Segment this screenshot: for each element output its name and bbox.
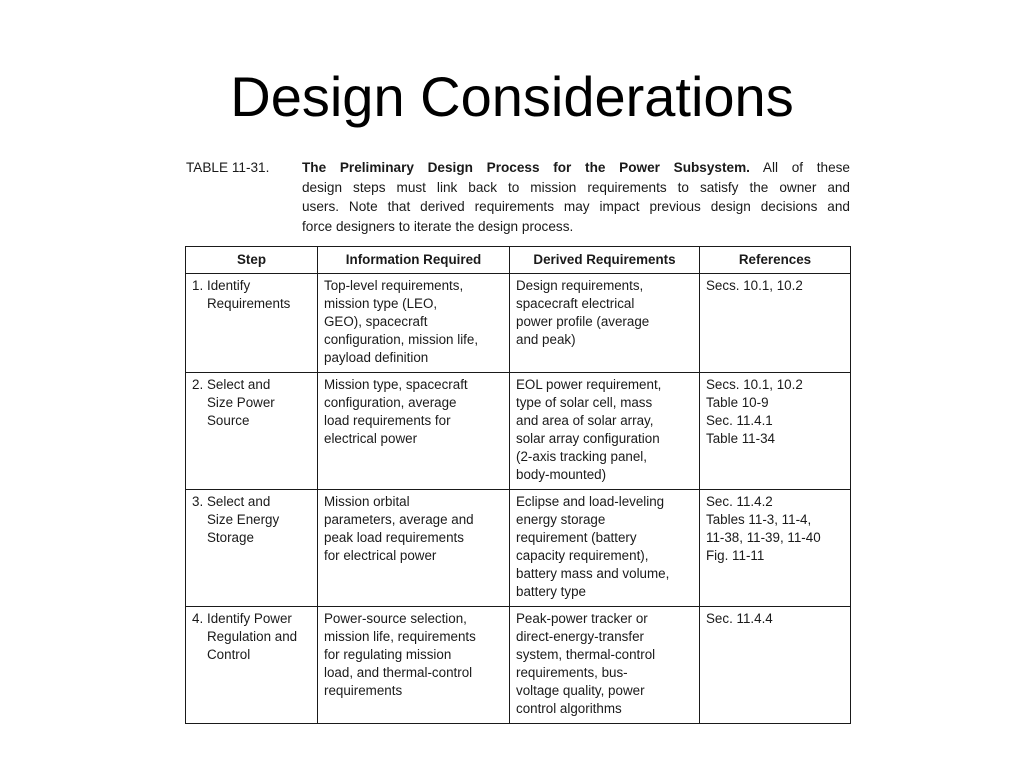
step-label-line: Select and	[207, 377, 271, 392]
information-cell-line: configuration, mission life,	[324, 332, 479, 348]
step-label-line: Control	[207, 647, 251, 663]
information-cell-line: payload definition	[324, 350, 429, 366]
references-cell-line: Table 10-9	[706, 395, 769, 411]
step-label-line: Storage	[207, 530, 254, 546]
derived-cell-line: type of solar cell, mass	[516, 395, 653, 411]
information-cell-line: mission life, requirements	[324, 629, 476, 645]
step-cell	[186, 490, 318, 607]
information-cell-line: electrical power	[324, 431, 418, 447]
references-cell-line: Sec. 11.4.4	[706, 611, 773, 626]
step-label-line: Size Energy	[207, 512, 280, 528]
table-row	[186, 274, 851, 373]
caption-line	[302, 158, 850, 178]
caption-body	[302, 158, 850, 236]
derived-cell	[510, 274, 700, 373]
information-cell-line: for electrical power	[324, 548, 437, 564]
information-cell-line: Mission type, spacecraft	[324, 377, 468, 392]
derived-cell-line: and peak)	[516, 332, 576, 348]
information-cell-line: mission type (LEO,	[324, 296, 438, 312]
step-cell	[186, 373, 318, 490]
table-row	[186, 607, 851, 724]
derived-cell-line: Eclipse and load-leveling	[516, 494, 665, 509]
table-number: TABLE 11-31.	[186, 160, 270, 175]
derived-cell-line: battery mass and volume,	[516, 566, 670, 582]
step-number: 2.	[192, 377, 204, 392]
derived-cell-line: Design requirements,	[516, 278, 644, 293]
derived-cell-line: and area of solar array,	[516, 413, 654, 429]
derived-cell-line: system, thermal-control	[516, 647, 656, 663]
step-label	[207, 610, 297, 664]
information-cell-line: configuration, average	[324, 395, 457, 411]
caption-title: The Preliminary Design Process for the Power Subsystem.	[302, 160, 750, 175]
derived-cell-line: control algorithms	[516, 701, 622, 717]
information-cell-line: load requirements for	[324, 413, 451, 429]
table-row	[186, 373, 851, 490]
column-header-information: Information Required	[318, 247, 510, 274]
references-cell	[700, 607, 851, 724]
step-label-line: Identify Power	[207, 611, 292, 626]
step-label	[207, 493, 279, 547]
information-cell-line: load, and thermal-control	[324, 665, 473, 681]
references-cell-line: Sec. 11.4.1	[706, 413, 773, 429]
step-label-line: Source	[207, 413, 250, 429]
caption-line: users. Note that derived requirements may impact previous design decisions and	[302, 199, 850, 214]
derived-cell-line: requirements, bus-	[516, 665, 628, 681]
step-cell	[186, 607, 318, 724]
references-cell-line: Fig. 11-11	[706, 548, 765, 564]
table-row	[186, 490, 851, 607]
information-cell	[318, 490, 510, 607]
derived-cell-line: (2-axis tracking panel,	[516, 449, 647, 465]
information-cell-line: requirements	[324, 683, 403, 699]
references-cell-line: Secs. 10.1, 10.2	[706, 377, 803, 392]
derived-cell-line: voltage quality, power	[516, 683, 645, 699]
information-cell-line: GEO), spacecraft	[324, 314, 428, 330]
slide-title: Design Considerations	[230, 65, 794, 128]
derived-cell	[510, 607, 700, 724]
column-header-step: Step	[186, 247, 318, 274]
step-label	[207, 376, 275, 430]
step-label-line: Regulation and	[207, 629, 298, 645]
derived-cell-line: solar array configuration	[516, 431, 660, 447]
step-label-line: Requirements	[207, 296, 291, 312]
step-number: 3.	[192, 494, 204, 509]
derived-cell	[510, 373, 700, 490]
step-label-line: Identify	[207, 278, 251, 293]
derived-cell-line: EOL power requirement,	[516, 377, 662, 392]
information-cell-line: Top-level requirements,	[324, 278, 464, 293]
information-cell-line: Power-source selection,	[324, 611, 467, 626]
derived-cell-line: spacecraft electrical	[516, 296, 635, 312]
derived-cell-line: power profile (average	[516, 314, 650, 330]
references-cell	[700, 490, 851, 607]
information-cell-line: for regulating mission	[324, 647, 452, 663]
references-cell-line: Table 11-34	[706, 431, 775, 447]
information-cell-line: parameters, average and	[324, 512, 474, 528]
references-cell-line: Secs. 10.1, 10.2	[706, 278, 803, 293]
derived-cell-line: capacity requirement),	[516, 548, 649, 564]
column-header-derived: Derived Requirements	[510, 247, 700, 274]
information-cell-line: peak load requirements	[324, 530, 464, 546]
design-process-table	[185, 246, 851, 724]
information-cell-line: Mission orbital	[324, 494, 410, 509]
column-header-references: References	[700, 247, 851, 274]
references-cell-line: Tables 11-3, 11-4,	[706, 512, 812, 528]
caption-line: force designers to iterate the design process.	[302, 218, 574, 234]
derived-cell	[510, 490, 700, 607]
step-number: 4.	[192, 611, 204, 626]
derived-cell-line: requirement (battery	[516, 530, 637, 546]
derived-cell-line: direct-energy-transfer	[516, 629, 645, 645]
references-cell-line: 11-38, 11-39, 11-40	[706, 530, 821, 546]
references-cell-line: Sec. 11.4.2	[706, 494, 773, 509]
caption-line: design steps must link back to mission requirements to satisfy the owner and	[302, 179, 850, 195]
step-number: 1.	[192, 278, 204, 293]
table-header-row	[186, 247, 851, 274]
derived-cell-line: battery type	[516, 584, 586, 600]
derived-cell-line: energy storage	[516, 512, 606, 528]
references-cell	[700, 373, 851, 490]
step-label-line: Size Power	[207, 395, 275, 411]
derived-cell-line: body-mounted)	[516, 467, 607, 483]
step-label-line: Select and	[207, 494, 271, 509]
information-cell	[318, 607, 510, 724]
step-cell	[186, 274, 318, 373]
information-cell	[318, 274, 510, 373]
references-cell	[700, 274, 851, 373]
derived-cell-line: Peak-power tracker or	[516, 611, 648, 626]
caption-text: All of these	[762, 160, 850, 175]
step-label	[207, 277, 290, 313]
information-cell	[318, 373, 510, 490]
